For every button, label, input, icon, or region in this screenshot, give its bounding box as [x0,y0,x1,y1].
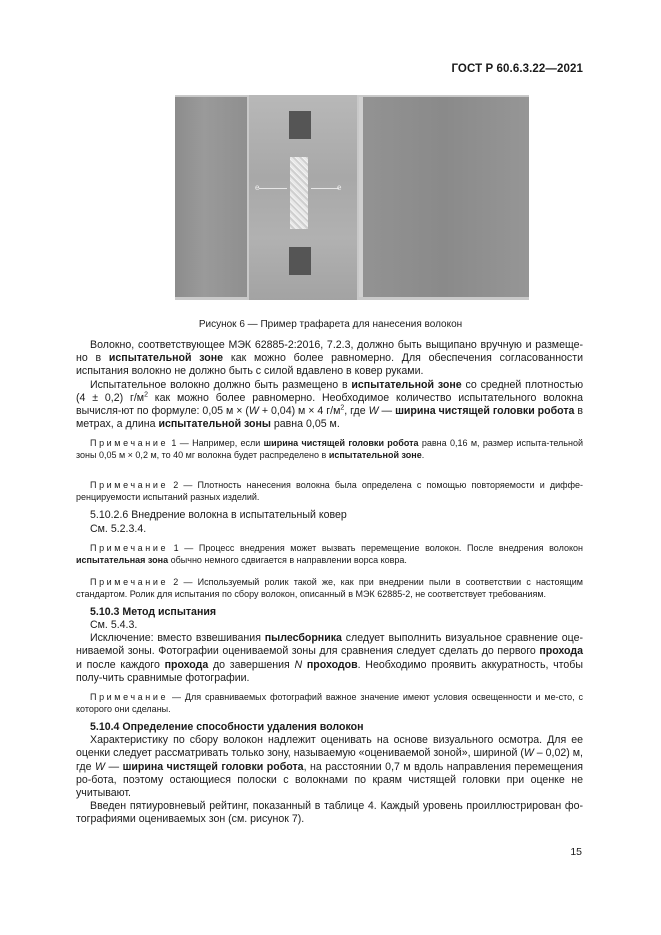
paragraph: Исключение: вместо взвешивания пылесборника следует выполнить визуальное сравнение оце-ниваемой зоны. Фотографии оцениваемой зоны для сравнения следует сделать до первого прохода и после каждого прохода до завершения N проходов. Необходимо проявить аккуратность, чтобы полу-чить сравнимые фотографии. [76,632,583,684]
document-body [76,339,583,827]
page-number: 15 [570,846,582,858]
carpet-right [359,97,529,297]
section-reference: См. 5.4.3. [90,619,138,632]
document-code: ГОСТ Р 60.6.3.22—2021 [451,63,583,75]
figure-caption: Рисунок 6 — Пример трафарета для нанесения волокон [198,319,463,330]
marker-label-right: e [337,183,342,192]
marker-label-left: e [255,183,260,192]
stencil-photo [175,95,529,300]
stencil-plate [249,95,357,300]
note: Примечание 2 — Используемый ролик такой же, как при внедрении пыли в соответствии с настоящим стандартом. Ролик для испытания по сбору волокон, описанный в МЭК 62885-2, не соответствует требованиям. [76,576,583,599]
paragraph: Введен пятиуровневый рейтинг, показанный в таблице 4. Каждый уровень проиллюстрирован фо-тографиями оцениваемых зон (см. рисунок 7). [76,800,583,826]
fibre-strip [290,157,308,229]
section-heading: 5.10.4 Определение способности удаления волокон [90,721,364,734]
stencil-slot-top [289,111,311,139]
paragraph: Характеристику по сбору волокон надлежит оценивать на основе визуального осмотра. Для ее оценки следует рассматривать только зону, называемую «оцениваемой зоной», шириной (W – 0,02) м, где W — ширина чистящей головки робота, на расстоянии 0,7 м вдоль направления перемещения ро-бота, поэтому остающиеся полоски с волокнами по краям чистящей головки при оценке не учитывают. [76,734,584,800]
section-reference: См. 5.2.3.4. [90,522,147,535]
carpet-left [175,97,247,297]
marker-line-right [311,188,339,189]
paragraph: Испытательное волокно должно быть размещено в испытательной зоне со средней плотностью (4 ± 0,2) $г/м^2$ как можно более равномерно. Необходимое количество испытательного волокна вычисля-ют по формуле: 0,05 м × (W + 0,04) м × 4 $г/м^2$, где W — ширина чистящей головки робота в метрах, а длина испытательной зоны равна 0,05 м. [76,378,584,431]
section-heading: 5.10.3 Метод испытания [90,605,217,618]
stencil-slot-bottom [289,247,311,275]
marker-line-left [259,188,287,189]
paragraph: Волокно, соответствующее МЭК 62885-2:2016, 7.2.3, должно быть выщипано вручную и размеще-но в испытательной зоне как можно более равномерно. Для обеспечения согласованности испытания волокно не должно быть с силой вдавлено в ковер руками. [76,339,584,378]
note: Примечание 1 — Например, если ширина чистящей головки робота равна 0,16 м, размер испыта-тельной зоны 0,05 м × 0,2 м, то 40 мг волокна будет распределено в испытательной зоне. [76,438,583,461]
section-title: 5.10.2.6 Внедрение волокна в испытательный ковер [90,509,347,522]
note: Примечание 1 — Процесс внедрения может вызвать перемещение волокон. После внедрения волокон испытательная зона обычно немного сдвигается в направлении ворса ковра. [76,542,583,565]
note: Примечание — Для сравниваемых фотографий важное значение имеют условия освещенности и ме-сто, с которого они сделаны. [76,692,583,715]
note: Примечание 2 — Плотность нанесения волокна была определена с помощью повторяемости и диффе-ренцируемости испытаний разных изделий. [76,480,583,503]
